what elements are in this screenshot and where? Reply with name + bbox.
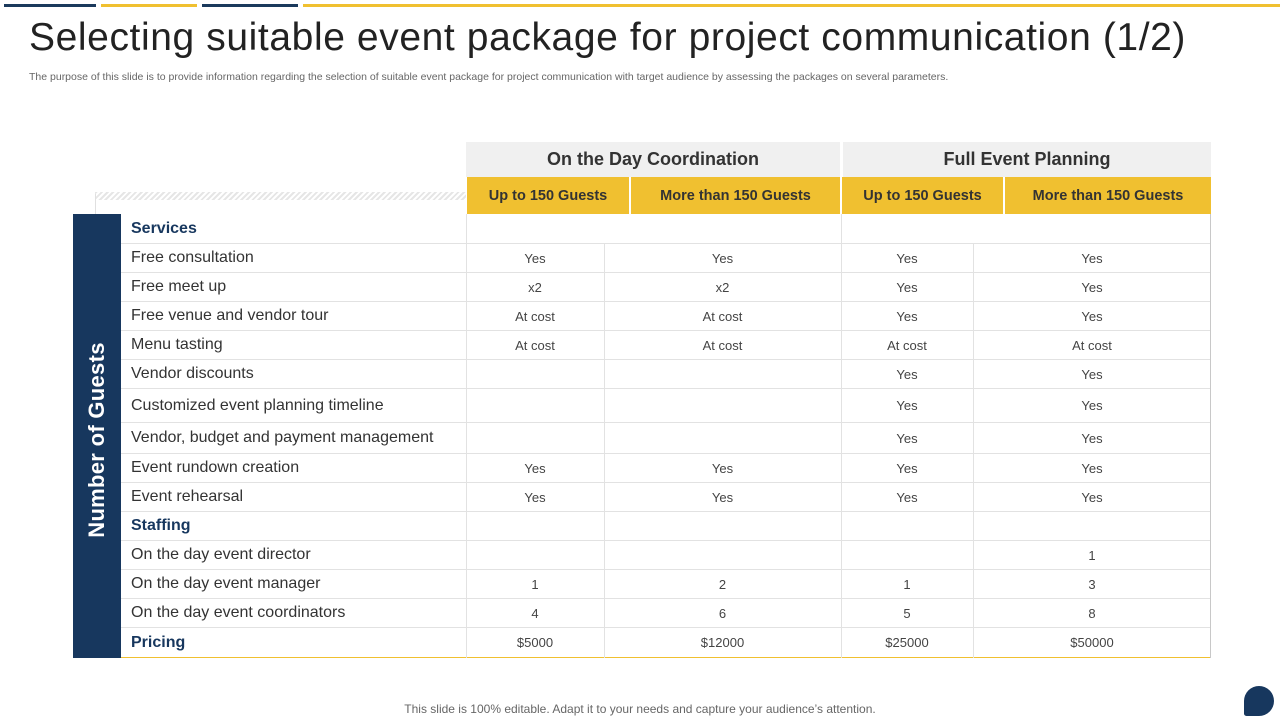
slide-title: Selecting suitable event package for project communication (1/2): [29, 16, 1187, 59]
slide-subtitle: The purpose of this slide is to provide information regarding the selection of suitable event package for project communication with target audience by assessing the packages on several parameters.: [29, 71, 949, 83]
table-cell: Yes: [1081, 430, 1103, 446]
table-row: [121, 483, 1211, 512]
table-cell: Yes: [1081, 279, 1103, 295]
table-cell: [466, 360, 604, 388]
table-cell: [466, 512, 604, 540]
table-cell: [841, 541, 973, 569]
table-cell: Yes: [524, 460, 546, 476]
grid-line: [841, 214, 842, 658]
table-cell: [466, 389, 604, 422]
row-label: Customized event planning timeline: [131, 396, 384, 414]
row-label: Free venue and vendor tour: [131, 307, 329, 324]
section-label: Pricing: [131, 633, 186, 651]
table-cell: Yes: [1081, 366, 1103, 382]
table-cell: [604, 389, 841, 422]
side-label: Number of Guests: [84, 342, 109, 538]
table-cell: Yes: [1081, 308, 1103, 324]
table-cell: Yes: [896, 489, 918, 505]
table-cell: Yes: [711, 489, 734, 505]
table-cell: Yes: [711, 250, 734, 266]
table-cell: Yes: [896, 279, 918, 295]
row-label: Vendor, budget and payment management: [131, 429, 434, 446]
row-label: Event rehearsal: [131, 488, 244, 505]
table-cell: 6: [718, 605, 727, 621]
table-cell: [973, 512, 1211, 540]
grid-line: [973, 244, 974, 658]
table-row: [121, 389, 1211, 423]
table-cell: [466, 423, 604, 453]
column-header: More than 150 Guests: [630, 177, 840, 214]
table-cell: [604, 541, 841, 569]
table-cell: x2: [528, 279, 542, 295]
table-cell: Yes: [711, 460, 734, 476]
row-label: Free consultation: [131, 249, 254, 266]
table-cell: At cost: [1072, 337, 1112, 353]
section-label: Staffing: [131, 517, 191, 534]
grid-line: [604, 244, 605, 658]
table-cell: Yes: [896, 430, 918, 446]
table-cell: [604, 512, 841, 540]
table-cell: [604, 423, 841, 453]
row-label: On the day event director: [131, 546, 311, 563]
table-cell: Yes: [896, 250, 918, 266]
chat-bubble-icon: [1244, 686, 1274, 716]
table-cell: $5000: [516, 635, 554, 650]
top-accent-bar: [303, 4, 1280, 7]
slide-footer: This slide is 100% editable. Adapt it to your needs and capture your audience’s attention.: [404, 702, 876, 716]
table-cell: [604, 360, 841, 388]
table-cell: Yes: [524, 250, 546, 266]
table-cell: [604, 214, 841, 243]
table-cell: 1: [903, 576, 911, 592]
table-row: [121, 423, 1211, 454]
table-row: [121, 244, 1211, 273]
column-header: Up to 150 Guests: [466, 177, 629, 214]
table-cell: Yes: [896, 308, 918, 324]
group-header-coordination: On the Day Coordination: [466, 142, 840, 177]
table-cell: At cost: [515, 337, 555, 353]
table-cell: 1: [1088, 547, 1096, 563]
section-label: Services: [131, 219, 197, 237]
top-accent-bar: [101, 4, 197, 7]
table-cell: Yes: [524, 489, 546, 505]
row-label: Event rundown creation: [131, 459, 300, 476]
grid-line: [466, 214, 467, 658]
section-row: [121, 214, 1211, 244]
group-header-full-planning: Full Event Planning: [843, 142, 1211, 177]
section-row: [121, 512, 1211, 541]
table-cell: 2: [718, 576, 727, 592]
row-label: Vendor discounts: [131, 365, 254, 382]
table-cell: Yes: [896, 460, 918, 476]
table-cell: At cost: [702, 308, 743, 324]
table-cell: [466, 541, 604, 569]
table-row: [121, 541, 1211, 570]
table-cell: [973, 214, 1211, 243]
top-accent-bar: [4, 4, 96, 7]
column-header: Up to 150 Guests: [841, 177, 1003, 214]
section-row: [121, 628, 1211, 658]
grid-line: [1210, 214, 1211, 658]
table-cell: 8: [1088, 605, 1096, 621]
table-cell: [466, 214, 604, 243]
row-label: Free meet up: [131, 278, 227, 295]
table-cell: $50000: [1070, 635, 1114, 650]
table-row: [121, 454, 1211, 483]
decorative-divider: [95, 194, 96, 214]
table-cell: Yes: [1081, 489, 1103, 505]
table-cell: 5: [903, 605, 911, 621]
table-cell: 1: [531, 576, 539, 592]
row-label: On the day event coordinators: [131, 604, 346, 621]
table-row: [121, 302, 1211, 331]
table-cell: At cost: [887, 337, 927, 353]
table-cell: Yes: [1081, 460, 1103, 476]
table-cell: 3: [1088, 576, 1096, 592]
table-cell: Yes: [896, 398, 918, 413]
column-header: More than 150 Guests: [1004, 177, 1211, 214]
table-cell: Yes: [1081, 398, 1103, 413]
table-cell: [841, 214, 973, 243]
table-row: [121, 331, 1211, 360]
table-cell: At cost: [702, 337, 743, 353]
table-cell: $12000: [700, 635, 745, 650]
table-cell: $25000: [885, 635, 929, 650]
table-cell: 4: [531, 605, 539, 621]
decorative-hatch: [95, 192, 466, 200]
row-label: On the day event manager: [131, 575, 321, 592]
table-cell: Yes: [896, 366, 918, 382]
table-row: [121, 570, 1211, 599]
table-row: [121, 273, 1211, 302]
table-row: [121, 599, 1211, 628]
table-cell: [841, 512, 973, 540]
row-label: Menu tasting: [131, 336, 223, 353]
table-cell: x2: [715, 279, 730, 295]
table-cell: Yes: [1081, 250, 1103, 266]
table-cell: At cost: [515, 308, 555, 324]
top-accent-bar: [202, 4, 298, 7]
table-row: [121, 360, 1211, 389]
